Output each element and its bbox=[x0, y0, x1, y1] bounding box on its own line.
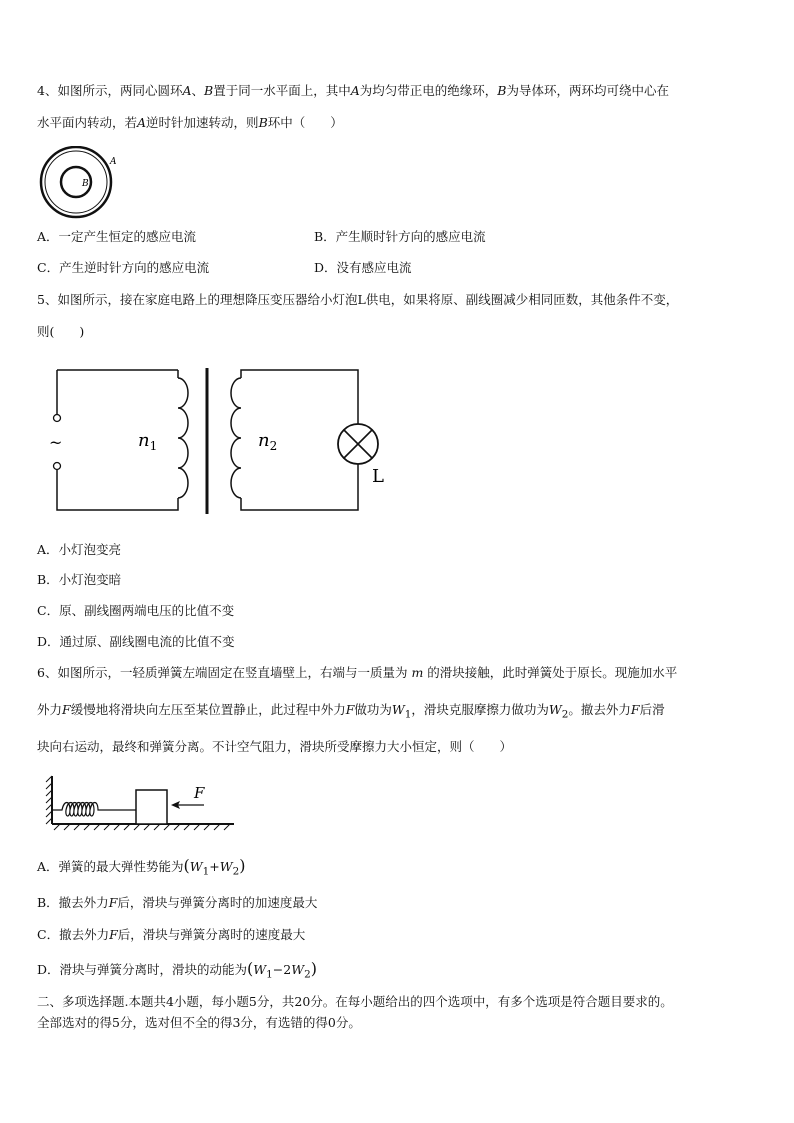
q6-stem-line1: 6、如图所示，一轻质弹簧左端固定在竖直墙壁上，右端与一质量为 m 的滑块接触，此时弹簧处于原长。现施加水平 bbox=[37, 665, 678, 680]
q5-option-c: C．原、副线圈两端电压的比值不变 bbox=[37, 603, 235, 618]
lamp-label: L bbox=[372, 466, 384, 487]
q5-stem-line2: 则( ) bbox=[37, 324, 85, 339]
input-terminal-bottom bbox=[54, 463, 61, 470]
q6-option-b: B．撤去外力F后，滑块与弹簧分离时的加速度最大 bbox=[37, 895, 318, 910]
q4-option-c: C．产生逆时针方向的感应电流 bbox=[37, 260, 210, 275]
q6-option-c: C．撤去外力F后，滑块与弹簧分离时的速度最大 bbox=[37, 927, 306, 942]
ring-a-label: A bbox=[110, 157, 117, 167]
secondary-coil bbox=[231, 378, 241, 498]
q4-rings-figure bbox=[38, 146, 124, 220]
q4-stem-line2: 水平面内转动，若A逆时针加速转动，则B环中（ ） bbox=[37, 115, 343, 130]
secondary-turns-label: $n_2$ bbox=[258, 430, 278, 453]
q4-option-b: B．产生顺时针方向的感应电流 bbox=[314, 229, 486, 244]
q6-spring-figure bbox=[42, 774, 236, 832]
q5-option-d: D．通过原、副线圈电流的比值不变 bbox=[37, 634, 235, 649]
q6-option-a: A．弹簧的最大弹性势能为$(W_1+W_2)$ bbox=[37, 856, 246, 878]
q4-stem-line1: 4、如图所示，两同心圆环A、B置于同一水平面上，其中A为均匀带正电的绝缘环，B为导体环，两环均可绕中心在 bbox=[37, 83, 669, 98]
ring-b-label: B bbox=[82, 179, 89, 189]
q5-option-b: B．小灯泡变暗 bbox=[37, 572, 122, 587]
q6-stem-line3: 块向右运动，最终和弹簧分离。不计空气阻力，滑块所受摩擦力大小恒定，则（ ） bbox=[37, 739, 513, 754]
primary-coil bbox=[178, 378, 188, 498]
ring-a-inner-edge bbox=[45, 151, 107, 213]
spring bbox=[52, 803, 136, 817]
input-terminal-top bbox=[54, 415, 61, 422]
q5-stem-line1: 5、如图所示，接在家庭电路上的理想降压变压器给小灯泡L供电，如果将原、副线圈减少相同匝数，其他条件不变， bbox=[37, 292, 679, 307]
q4-option-d: D．没有感应电流 bbox=[314, 260, 412, 275]
q4-option-a: A．一定产生恒定的感应电流 bbox=[37, 229, 197, 244]
ac-symbol: ~ bbox=[49, 433, 63, 452]
q5-option-a: A．小灯泡变亮 bbox=[37, 542, 122, 557]
q6-stem-line2: 外力F缓慢地将滑块向左压至某位置静止，此过程中外力F做功为$W_1$，滑块克服摩擦力做功为$W_2$。撤去外力F后滑 bbox=[37, 702, 665, 721]
ring-a-outer-edge bbox=[41, 147, 111, 217]
section2-intro-line2: 全部选对的得5分，选对但不全的得3分，有选错的得0分。 bbox=[37, 1015, 361, 1030]
q5-transformer-figure bbox=[48, 364, 400, 520]
q6-option-d: D．滑块与弹簧分离时，滑块的动能为$(W_1-2W_2)$ bbox=[37, 959, 317, 981]
primary-turns-label: $n_1$ bbox=[138, 430, 158, 453]
section2-intro-line1: 二、多项选择题.本题共4小题，每小题5分，共20分。在每小题给出的四个选项中，有多个选项是符合题目要求的。 bbox=[37, 994, 673, 1009]
force-label: F bbox=[194, 784, 205, 802]
slider-block bbox=[136, 790, 167, 824]
